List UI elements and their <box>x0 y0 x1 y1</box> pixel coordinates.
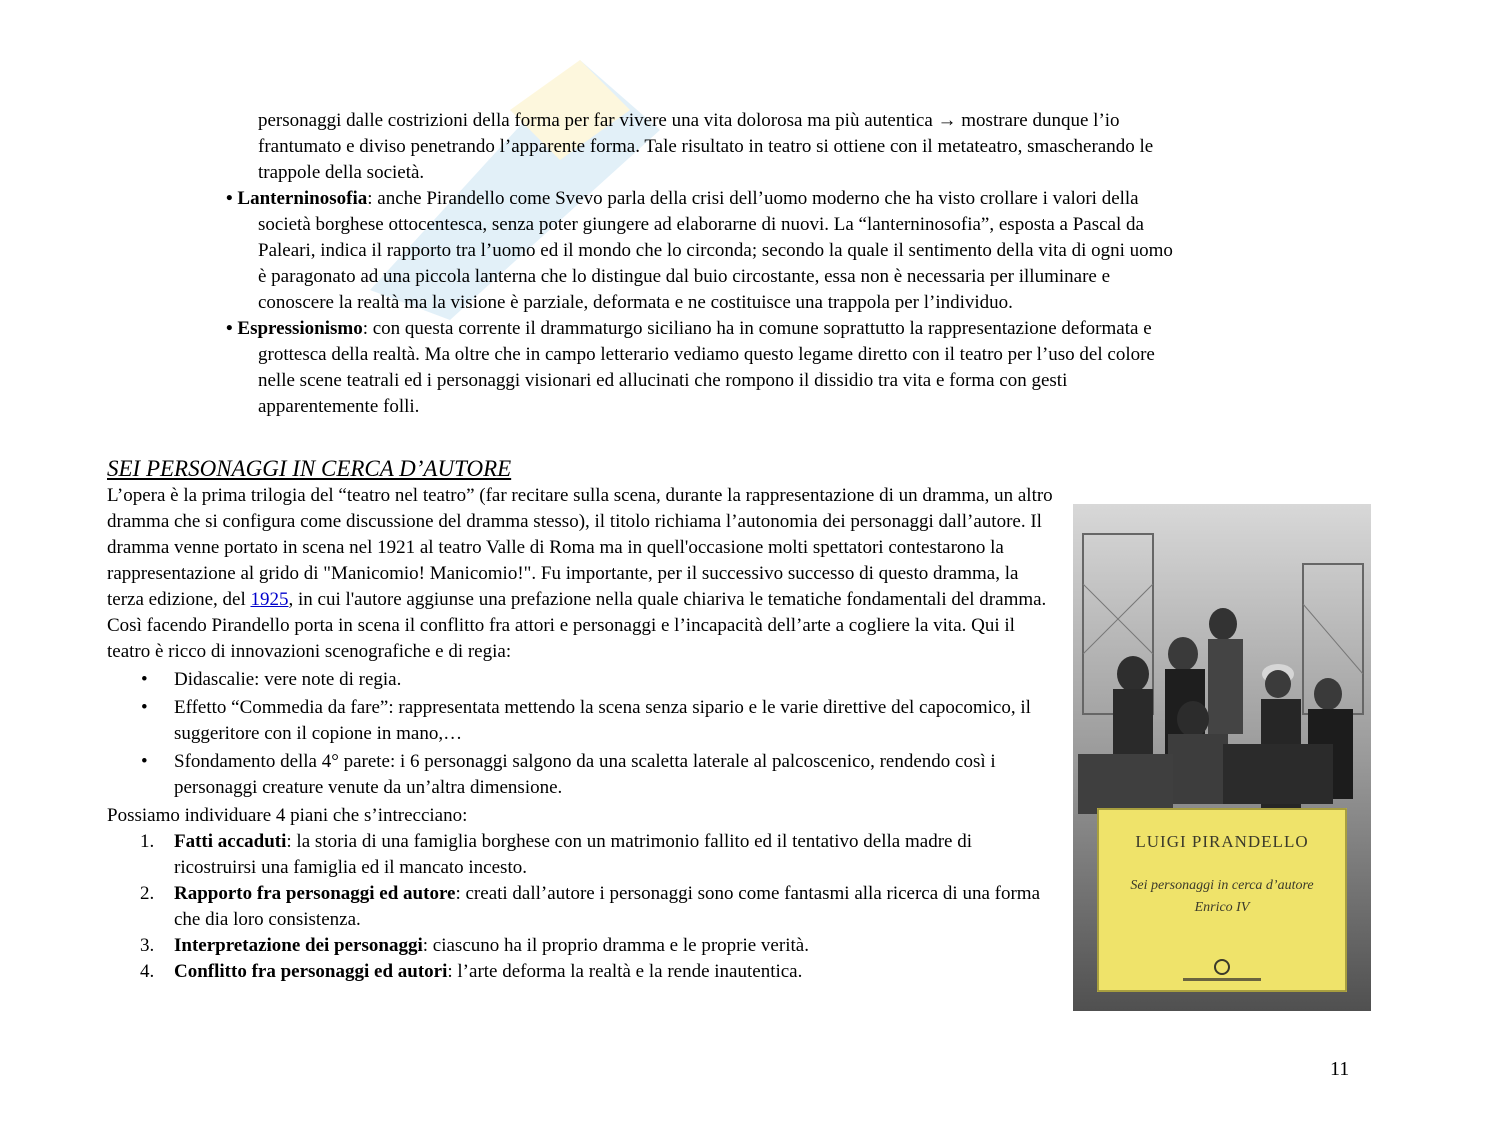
bullet-mark: • <box>141 669 148 690</box>
section-title: SEI PERSONAGGI IN CERCA D’AUTORE <box>107 456 512 481</box>
bullet-lead: : con questa corrente il drammaturgo siciliano ha in comune soprattutto la rappresentazione deformata e <box>362 318 1152 339</box>
list-item <box>107 749 1057 801</box>
list-number: 3. <box>140 935 155 956</box>
list-item <box>107 667 1057 693</box>
bullet-lanterninosofia <box>0 186 1485 316</box>
list-number: 4. <box>140 961 155 982</box>
bullet-mark: • <box>226 188 233 209</box>
bullet-line: grottesca della realtà. Ma oltre che in campo letterario vediamo questo legame diretto con il teatro per l’uso del colore <box>258 344 1155 365</box>
intro-line: trappole della società. <box>258 162 425 183</box>
paragraph-text: , in cui l'autore aggiunse una prefazione nella quale chiariva le tematiche fondamentali del dramma. Così facendo Pirandello porta in scena il conflitto fra attori e personaggi e l’incapacità dell’arte a cogliere la vita. Qui il teatro è ricco di innovazioni scenografiche e di regia: <box>107 589 1047 662</box>
list-item-text: Effetto “Commedia da fare”: rappresentata mettendo la scena senza sipario e le varie direttive del capocomico, il suggeritore con il copione in mano,… <box>174 697 1031 744</box>
year-link[interactable]: 1925 <box>250 589 289 610</box>
bullet-line: Paleari, indica il rapporto tra l’uomo ed il mondo che lo circonda; secondo la quale il sentimento della vita di ogni uomo <box>258 240 1173 261</box>
paragraph-text: L’opera è la prima trilogia del “teatro nel teatro” (far recitare sulla scena, durante la rappresentazione di un dramma, un altro dramma che si configura come discussione del dramma stesso), il titolo richiama l’autonomia dei personaggi dall’autore. Il dramma venne portato in scena nel 1921 al teatro Valle di Roma ma in quell'occasione molti spettatori contestarono la rappresentazione al grido di "Manicomio! Manicomio!". Fu importante, per il successivo successo di questo dramma, la terza edizione, del <box>107 485 1053 610</box>
list-item <box>107 695 1057 747</box>
plane-text: : creati dall’autore i personaggi sono come fantasmi alla ricerca di una forma che dia loro consistenza. <box>174 883 1040 930</box>
bullet-term: Espressionismo <box>237 318 363 339</box>
list-item-text: Sfondamento della 4° parete: i 6 personaggi salgono da una scaletta laterale al palcoscenico, rendendo così i personaggi creature venute da un’altra dimensione. <box>174 751 996 798</box>
intro-line: frantumato e diviso penetrando l’apparente forma. Tale risultato in teatro si ottiene con il metateatro, smascherando le <box>258 136 1154 157</box>
bullet-line: è paragonato ad una piccola lanterna che lo distingue dal buio circostante, essa non è necessaria per illuminare e <box>258 266 1111 287</box>
book-author: LUIGI PIRANDELLO <box>1135 832 1309 851</box>
bullet-espressionismo <box>0 316 1485 420</box>
plane-term: Interpretazione dei personaggi <box>174 935 423 956</box>
plane-text: : ciascuno ha il proprio dramma e le proprie verità. <box>422 935 809 956</box>
list-item <box>107 881 1057 933</box>
bullet-term: Lanterninosofia <box>237 188 368 209</box>
bullet-line: nelle scene teatrali ed i personaggi visionari ed allucinati che rompono il dissidio tra vita e forma con gesti <box>258 370 1068 391</box>
bullet-line: apparentemente folli. <box>258 396 420 417</box>
top-text-block <box>0 108 1485 420</box>
list-item <box>107 933 1057 959</box>
planes-intro: Possiamo individuare 4 piani che s’intrecciano: <box>107 805 468 826</box>
plane-term: Conflitto fra personaggi ed autori <box>174 961 448 982</box>
bullet-line: conoscere la realtà ma la visione è parziale, deformata e ne costituisce una trappola per l’individuo. <box>258 292 1013 313</box>
list-item <box>107 959 1057 985</box>
page-number: 11 <box>1330 1058 1350 1080</box>
bullet-lead: : anche Pirandello come Svevo parla della crisi dell’uomo moderno che ha visto crollare i valori della <box>367 188 1139 209</box>
list-number: 1. <box>140 831 155 852</box>
book-cover-image <box>1073 504 1371 1011</box>
bullet-mark: • <box>226 318 233 339</box>
plane-term: Rapporto fra personaggi ed autore <box>174 883 456 904</box>
plane-term: Fatti accaduti <box>174 831 287 852</box>
bullet-line: società borghese ottocentesca, senza poter giungere ad elaborarne di nuovi. La “lanterninosofia”, esposta a Pascal da <box>258 214 1144 235</box>
planes-list <box>107 829 1057 985</box>
main-text <box>107 483 1057 985</box>
plane-text: : l’arte deforma la realtà e la rende inautentica. <box>447 961 803 982</box>
list-number: 2. <box>140 883 155 904</box>
book-title-line2: Enrico IV <box>1194 900 1250 915</box>
bullet-mark: • <box>141 751 148 772</box>
innovations-list <box>107 667 1057 801</box>
list-item <box>107 829 1057 881</box>
plane-text: : la storia di una famiglia borghese con un matrimonio fallito ed il tentativo della madre di ricostruirsi una famiglia ed il mancato incesto. <box>174 831 972 878</box>
list-item-text: Didascalie: vere note di regia. <box>174 669 402 690</box>
bullet-mark: • <box>141 697 148 718</box>
book-title-line1: Sei personaggi in cerca d’autore <box>1130 878 1314 893</box>
intro-paragraph <box>107 483 1057 665</box>
intro-line: personaggi dalle costrizioni della forma per far vivere una vita dolorosa ma più autentica → mostrare dunque l’io <box>258 110 1120 131</box>
